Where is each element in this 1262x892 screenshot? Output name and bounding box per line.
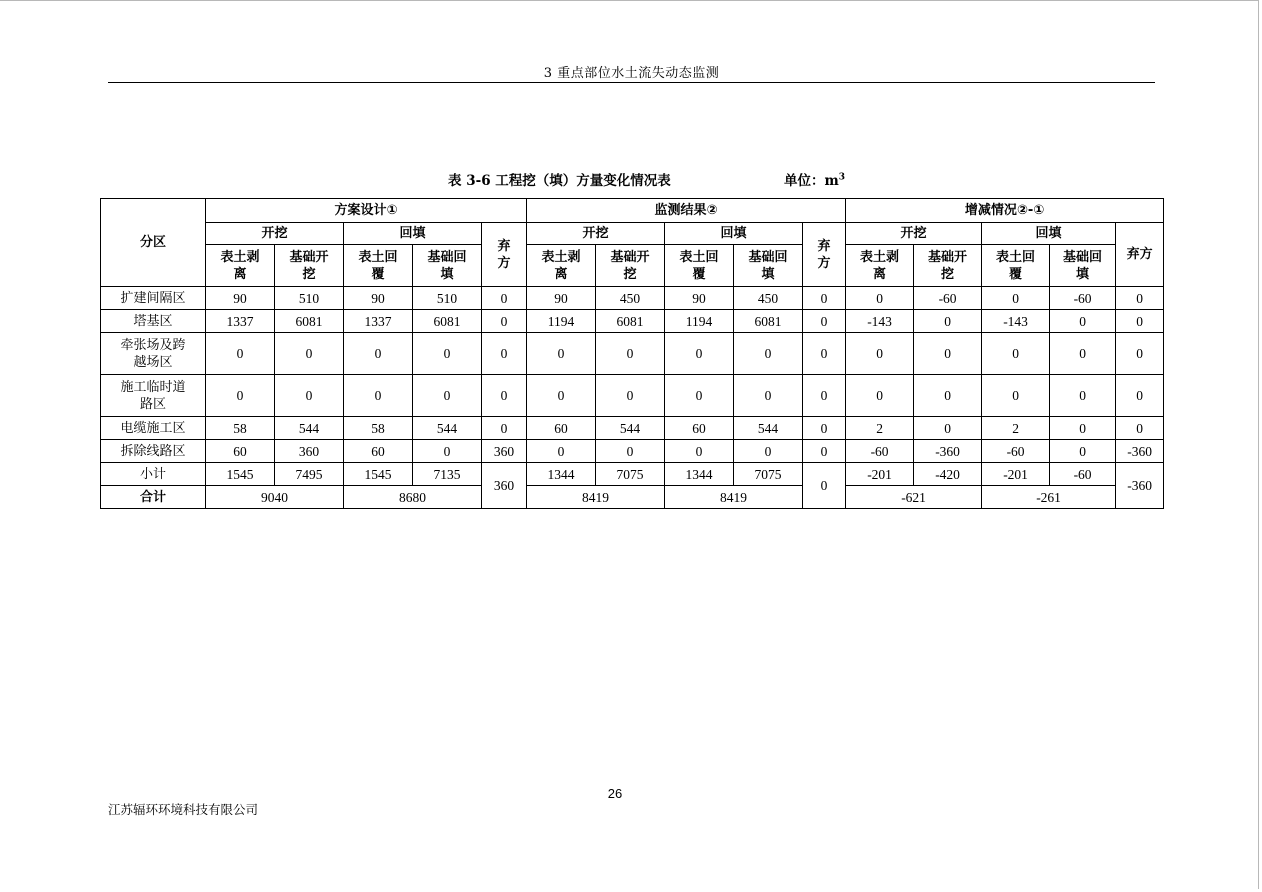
excavation-header: 开挖 <box>846 223 982 245</box>
group-header-plan: 方案设计① <box>206 199 527 223</box>
table-cell: 0 <box>482 287 527 310</box>
table-cell: 0 <box>482 375 527 417</box>
table-row <box>101 440 1164 463</box>
subcolumn-header-line: 离 <box>873 266 887 282</box>
subtotal-cell: 7075 <box>734 463 803 486</box>
spoil-header: 弃 方 <box>803 223 846 287</box>
table-cell: 544 <box>275 417 344 440</box>
subcolumn-header-line: 填 <box>440 266 454 282</box>
subcolumn-header-line: 挖 <box>623 266 637 282</box>
table-cell: 0 <box>413 375 482 417</box>
table-cell: 60 <box>206 440 275 463</box>
table-cell: -143 <box>846 310 914 333</box>
table-cell: 2 <box>982 417 1050 440</box>
table-cell: 544 <box>734 417 803 440</box>
zone-name-line: 路区 <box>139 396 166 412</box>
zone-name-line: 施工临时道 <box>120 379 186 395</box>
table-cell: 0 <box>734 440 803 463</box>
table-cell: 0 <box>914 375 982 417</box>
corner-header: 分区 <box>101 199 206 287</box>
total-cell: -621 <box>846 486 982 509</box>
table-cell: 0 <box>527 375 596 417</box>
subcolumn-header <box>527 245 596 287</box>
header-row-categories <box>101 223 1164 245</box>
spoil-merged-cell: 360 <box>482 463 527 509</box>
table-cell: 58 <box>206 417 275 440</box>
subcolumn-header-line: 覆 <box>1009 266 1023 282</box>
subcolumn-header-line: 覆 <box>692 266 706 282</box>
table-cell: 6081 <box>275 310 344 333</box>
subcolumn-header-line: 填 <box>761 266 775 282</box>
subtotal-cell: 1545 <box>206 463 275 486</box>
excavation-volume-table <box>100 198 1164 509</box>
table-cell: 360 <box>275 440 344 463</box>
group-header-change: 增减情况②-① <box>846 199 1164 223</box>
subtotal-cell: -420 <box>914 463 982 486</box>
subtotal-cell: 7135 <box>413 463 482 486</box>
subtotal-cell: 7075 <box>596 463 665 486</box>
subcolumn-header-line: 表土剥 <box>541 249 581 265</box>
subtotal-cell: -201 <box>846 463 914 486</box>
excavation-header: 开挖 <box>206 223 344 245</box>
table-cell: 0 <box>914 333 982 375</box>
subcolumn-header <box>665 245 734 287</box>
table-cell: -60 <box>914 287 982 310</box>
table-cell: 0 <box>982 333 1050 375</box>
table-cell: 510 <box>275 287 344 310</box>
table-cell: 0 <box>982 375 1050 417</box>
header-row-groups <box>101 199 1164 223</box>
table-cell: 0 <box>413 440 482 463</box>
subcolumn-header <box>914 245 982 287</box>
table-cell: 0 <box>275 333 344 375</box>
zone-name-line: 越场区 <box>133 354 173 370</box>
table-cell: 0 <box>596 333 665 375</box>
unit-superscript: 3 <box>838 172 846 183</box>
table-cell: 0 <box>1050 375 1116 417</box>
subtotal-cell: 1344 <box>665 463 734 486</box>
table-cell: 1194 <box>665 310 734 333</box>
table-row <box>101 375 1164 417</box>
subcolumn-header <box>846 245 914 287</box>
spoil-merged-cell: 0 <box>803 463 846 509</box>
group-header-monitoring: 监测结果② <box>527 199 846 223</box>
table-cell: 450 <box>596 287 665 310</box>
zone-name <box>101 375 206 417</box>
spoil-merged-cell: -360 <box>1116 463 1164 509</box>
table-cell: 0 <box>982 287 1050 310</box>
backfill-header: 回填 <box>665 223 803 245</box>
table-caption: 表 3-6 工程挖（填）方量变化情况表 <box>448 173 671 189</box>
table-cell: 0 <box>1116 375 1164 417</box>
total-cell: 8419 <box>527 486 665 509</box>
table-cell: 544 <box>413 417 482 440</box>
subtotal-label: 小计 <box>101 463 206 486</box>
table-cell: 0 <box>803 310 846 333</box>
subcolumn-header <box>206 245 275 287</box>
subtotal-cell: -201 <box>982 463 1050 486</box>
table-cell: -360 <box>914 440 982 463</box>
spoil-header: 弃方 <box>1116 223 1164 287</box>
table-cell: 0 <box>914 310 982 333</box>
running-header: 3 重点部位水土流失动态监测 <box>543 66 720 81</box>
table-cell: 544 <box>596 417 665 440</box>
table-cell: 0 <box>206 333 275 375</box>
subtotal-cell: 1545 <box>344 463 413 486</box>
total-row <box>101 486 1164 509</box>
subtotal-cell: 1344 <box>527 463 596 486</box>
zone-name-line: 扩建间隔区 <box>120 290 186 306</box>
table-cell: 0 <box>803 440 846 463</box>
table-cell: 1337 <box>344 310 413 333</box>
table-cell: 0 <box>846 375 914 417</box>
table-cell: 0 <box>1050 333 1116 375</box>
table-cell: -143 <box>982 310 1050 333</box>
table-cell: 0 <box>1116 287 1164 310</box>
total-label: 合计 <box>101 486 206 509</box>
header-rule <box>108 82 1155 83</box>
subcolumn-header-line: 表土回 <box>996 249 1036 265</box>
subcolumn-header-line: 填 <box>1076 266 1090 282</box>
subcolumn-header-line: 基础开 <box>610 249 650 265</box>
table-cell: 0 <box>665 375 734 417</box>
header-row-subcolumns <box>101 245 1164 287</box>
table-cell: 0 <box>1050 417 1116 440</box>
table-cell: 0 <box>803 333 846 375</box>
table-cell: 0 <box>803 375 846 417</box>
table-cell: 2 <box>846 417 914 440</box>
subcolumn-header-line: 表土剥 <box>220 249 260 265</box>
table-cell: 0 <box>1116 333 1164 375</box>
zone-name-line: 拆除线路区 <box>120 443 186 459</box>
table-cell: -360 <box>1116 440 1164 463</box>
zone-name-line: 电缆施工区 <box>120 420 186 436</box>
total-cell: 9040 <box>206 486 344 509</box>
table-cell: 0 <box>734 375 803 417</box>
table-cell: 0 <box>803 287 846 310</box>
subcolumn-header-line: 表土剥 <box>860 249 900 265</box>
table-cell: 450 <box>734 287 803 310</box>
subcolumn-header <box>734 245 803 287</box>
subcolumn-header-line: 基础回 <box>748 249 788 265</box>
table-cell: 0 <box>482 333 527 375</box>
table-cell: -60 <box>1050 287 1116 310</box>
subtotal-cell: -60 <box>1050 463 1116 486</box>
table-cell: 0 <box>413 333 482 375</box>
table-cell: -60 <box>982 440 1050 463</box>
subcolumn-header-line: 基础开 <box>289 249 329 265</box>
table-cell: 0 <box>846 287 914 310</box>
total-cell: 8419 <box>665 486 803 509</box>
table-cell: 0 <box>846 333 914 375</box>
table-cell: 90 <box>527 287 596 310</box>
total-cell: -261 <box>982 486 1116 509</box>
subcolumn-header-line: 离 <box>554 266 568 282</box>
table-cell: 6081 <box>734 310 803 333</box>
footer-company: 江苏辐环环境科技有限公司 <box>108 802 259 817</box>
subcolumn-header <box>275 245 344 287</box>
table-row <box>101 417 1164 440</box>
subtotal-row <box>101 463 1164 486</box>
table-cell: 90 <box>665 287 734 310</box>
table-cell: 0 <box>482 417 527 440</box>
table-cell: 60 <box>527 417 596 440</box>
table-cell: 90 <box>344 287 413 310</box>
total-cell: 8680 <box>344 486 482 509</box>
table-cell: 0 <box>1050 440 1116 463</box>
table-cell: 60 <box>665 417 734 440</box>
table-cell: 0 <box>1116 310 1164 333</box>
zone-name <box>101 333 206 375</box>
table-cell: 0 <box>344 333 413 375</box>
table-row <box>101 333 1164 375</box>
subcolumn-header <box>982 245 1050 287</box>
zone-name <box>101 417 206 440</box>
excavation-header: 开挖 <box>527 223 665 245</box>
table-row <box>101 310 1164 333</box>
subtotal-cell: 7495 <box>275 463 344 486</box>
subcolumn-header-line: 挖 <box>941 266 955 282</box>
subcolumn-header-line: 表土回 <box>358 249 398 265</box>
spoil-header: 弃 方 <box>482 223 527 287</box>
table-cell: 6081 <box>413 310 482 333</box>
unit-label <box>784 169 845 189</box>
table-cell: 0 <box>206 375 275 417</box>
zone-name <box>101 310 206 333</box>
table-cell: 510 <box>413 287 482 310</box>
table-cell: 0 <box>734 333 803 375</box>
table-cell: 1337 <box>206 310 275 333</box>
table-cell: 0 <box>665 440 734 463</box>
unit-text: 单位：m <box>784 173 839 189</box>
subcolumn-header <box>344 245 413 287</box>
table-cell: 0 <box>914 417 982 440</box>
table-cell: 0 <box>1116 417 1164 440</box>
subcolumn-header-line: 基础回 <box>427 249 467 265</box>
zone-name <box>101 287 206 310</box>
table-cell: 0 <box>596 440 665 463</box>
table-cell: 90 <box>206 287 275 310</box>
table-cell: 0 <box>275 375 344 417</box>
table-cell: 0 <box>527 440 596 463</box>
zone-name-line: 塔基区 <box>133 313 173 329</box>
backfill-header: 回填 <box>982 223 1116 245</box>
subcolumn-header <box>1050 245 1116 287</box>
table-cell: 0 <box>344 375 413 417</box>
table-cell: -60 <box>846 440 914 463</box>
subcolumn-header <box>596 245 665 287</box>
table-cell: 0 <box>665 333 734 375</box>
subcolumn-header <box>413 245 482 287</box>
subcolumn-header-line: 基础开 <box>928 249 968 265</box>
subcolumn-header-line: 挖 <box>302 266 316 282</box>
page-number: 26 <box>607 786 623 801</box>
table-cell: 1194 <box>527 310 596 333</box>
subcolumn-header-line: 覆 <box>371 266 385 282</box>
table-cell: 0 <box>1050 310 1116 333</box>
table-cell: 6081 <box>596 310 665 333</box>
table-cell: 58 <box>344 417 413 440</box>
subcolumn-header-line: 离 <box>233 266 247 282</box>
table-cell: 60 <box>344 440 413 463</box>
subcolumn-header-line: 基础回 <box>1063 249 1103 265</box>
table-cell: 0 <box>482 310 527 333</box>
zone-name <box>101 440 206 463</box>
table-cell: 360 <box>482 440 527 463</box>
table-cell: 0 <box>803 417 846 440</box>
zone-name-line: 牵张场及跨 <box>120 337 186 353</box>
subcolumn-header-line: 表土回 <box>679 249 719 265</box>
table-cell: 0 <box>527 333 596 375</box>
backfill-header: 回填 <box>344 223 482 245</box>
table-row <box>101 287 1164 310</box>
table-cell: 0 <box>596 375 665 417</box>
